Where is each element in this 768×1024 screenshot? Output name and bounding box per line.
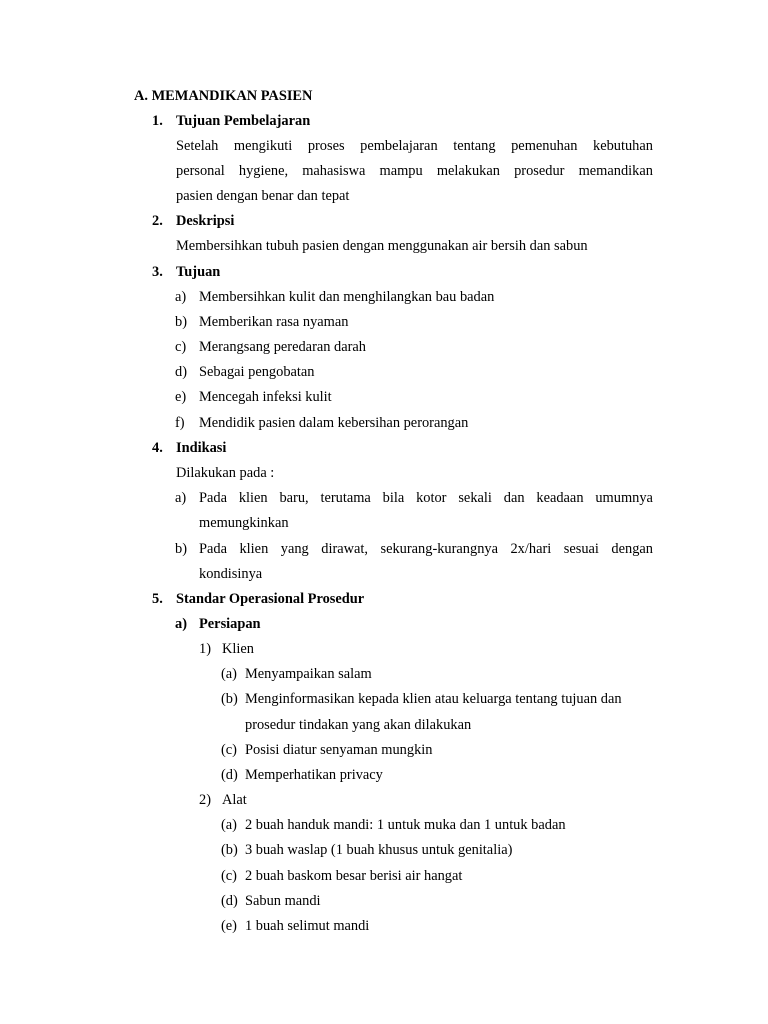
list-marker: (d) [221,893,238,909]
list-item: 3 buah waslap (1 buah khusus untuk genitalia) [245,842,513,858]
list-item: 2 buah handuk mandi: 1 untuk muka dan 1 untuk badan [245,817,566,833]
list-item-continuation: memungkinkan [199,515,289,531]
text: klien [239,541,269,557]
item-number: 3. [152,264,163,280]
text: dengan [611,541,653,557]
justified-line [199,488,653,508]
text: baru, [279,490,309,506]
list-item-continuation: prosedur tindakan yang akan dilakukan [245,717,472,733]
text: dan [503,490,525,506]
text: melakukan [436,163,500,179]
paragraph-line [176,161,653,181]
text: sesuai [563,541,599,557]
list-item: Mendidik pasien dalam kebersihan perorangan [199,415,469,431]
text: proses [307,138,345,154]
list-marker: e) [175,389,187,405]
list-marker: (b) [221,691,238,707]
paragraph-line: Membersihkan tubuh pasien dengan menggunakan air bersih dan sabun [176,238,588,254]
text: kebutuhan [593,138,653,154]
list-marker: 2) [199,792,211,808]
text: memandikan [578,163,653,179]
list-item: Menyampaikan salam [245,666,372,682]
list-item-continuation: kondisinya [199,566,263,582]
list-item: Memperhatikan privacy [245,767,383,783]
text: bila [382,490,405,506]
list-marker: d) [175,364,187,380]
list-marker: b) [175,314,187,330]
list-marker: (e) [221,918,237,934]
text: mampu [379,163,423,179]
list-item: 1 buah selimut mandi [245,918,370,934]
heading-deskripsi: Deskripsi [176,213,235,229]
list-item: Menginformasikan kepada klien atau keluarga tentang tujuan dan [245,691,622,707]
list-item: Merangsang peredaran darah [199,339,367,355]
text: sekali [458,490,492,506]
item-number: 2. [152,213,163,229]
list-marker: (c) [221,742,237,758]
text: prosedur [514,163,565,179]
text: keadaan [536,490,584,506]
justified-line [199,539,653,559]
list-item: Memberikan rasa nyaman [199,314,349,330]
text: pembelajaran [360,138,438,154]
list-marker: a) [175,289,187,305]
justified-line [176,136,653,156]
text: umumnya [595,490,653,506]
heading-sop: Standar Operasional Prosedur [176,591,365,607]
list-item: Mencegah infeksi kulit [199,389,332,405]
list-item: Posisi diatur senyaman mungkin [245,742,433,758]
text: tentang [453,138,496,154]
list-marker: c) [175,339,187,355]
text: 2x/hari [510,541,552,557]
list-marker: a) [175,616,187,632]
text: hygiene, [238,163,289,179]
list-item: Sabun mandi [245,893,321,909]
text: mahasiswa [302,163,366,179]
list-item [199,488,653,508]
list-marker: (a) [221,666,237,682]
heading-tujuan: Tujuan [176,264,221,280]
text: sekurang-kurangnya [380,541,498,557]
list-item: 2 buah baskom besar berisi air hangat [245,868,463,884]
heading-tujuan-pembelajaran: Tujuan Pembelajaran [176,113,311,129]
subheading-persiapan: Persiapan [199,616,261,632]
list-item: Membersihkan kulit dan menghilangkan bau badan [199,289,495,305]
list-marker: 1) [199,641,211,657]
paragraph-line: Dilakukan pada : [176,465,275,481]
subheading-alat: Alat [222,792,247,808]
list-marker: b) [175,541,187,557]
list-marker: (a) [221,817,237,833]
subheading-klien: Klien [222,641,254,657]
text: dirawat, [321,541,368,557]
list-item [199,539,653,559]
text: mengikuti [233,138,293,154]
section-title: A. MEMANDIKAN PASIEN [134,88,313,104]
list-marker: (c) [221,868,237,884]
list-item: Sebagai pengobatan [199,364,315,380]
list-marker: f) [175,415,185,431]
list-marker: (d) [221,767,238,783]
item-number: 1. [152,113,163,129]
text: pemenuhan [511,138,578,154]
text: klien [238,490,268,506]
text: Setelah [176,138,219,154]
list-marker: a) [175,490,187,506]
item-number: 5. [152,591,163,607]
justified-line [176,161,653,181]
list-marker: (b) [221,842,238,858]
text: terutama [320,490,371,506]
text: personal [176,163,225,179]
item-number: 4. [152,440,163,456]
text: yang [280,541,309,557]
text: Pada [199,490,227,506]
paragraph-line [176,136,653,156]
heading-indikasi: Indikasi [176,440,227,456]
paragraph-line: pasien dengan benar dan tepat [176,188,350,204]
text: kotor [416,490,447,506]
text: Pada [199,541,227,557]
